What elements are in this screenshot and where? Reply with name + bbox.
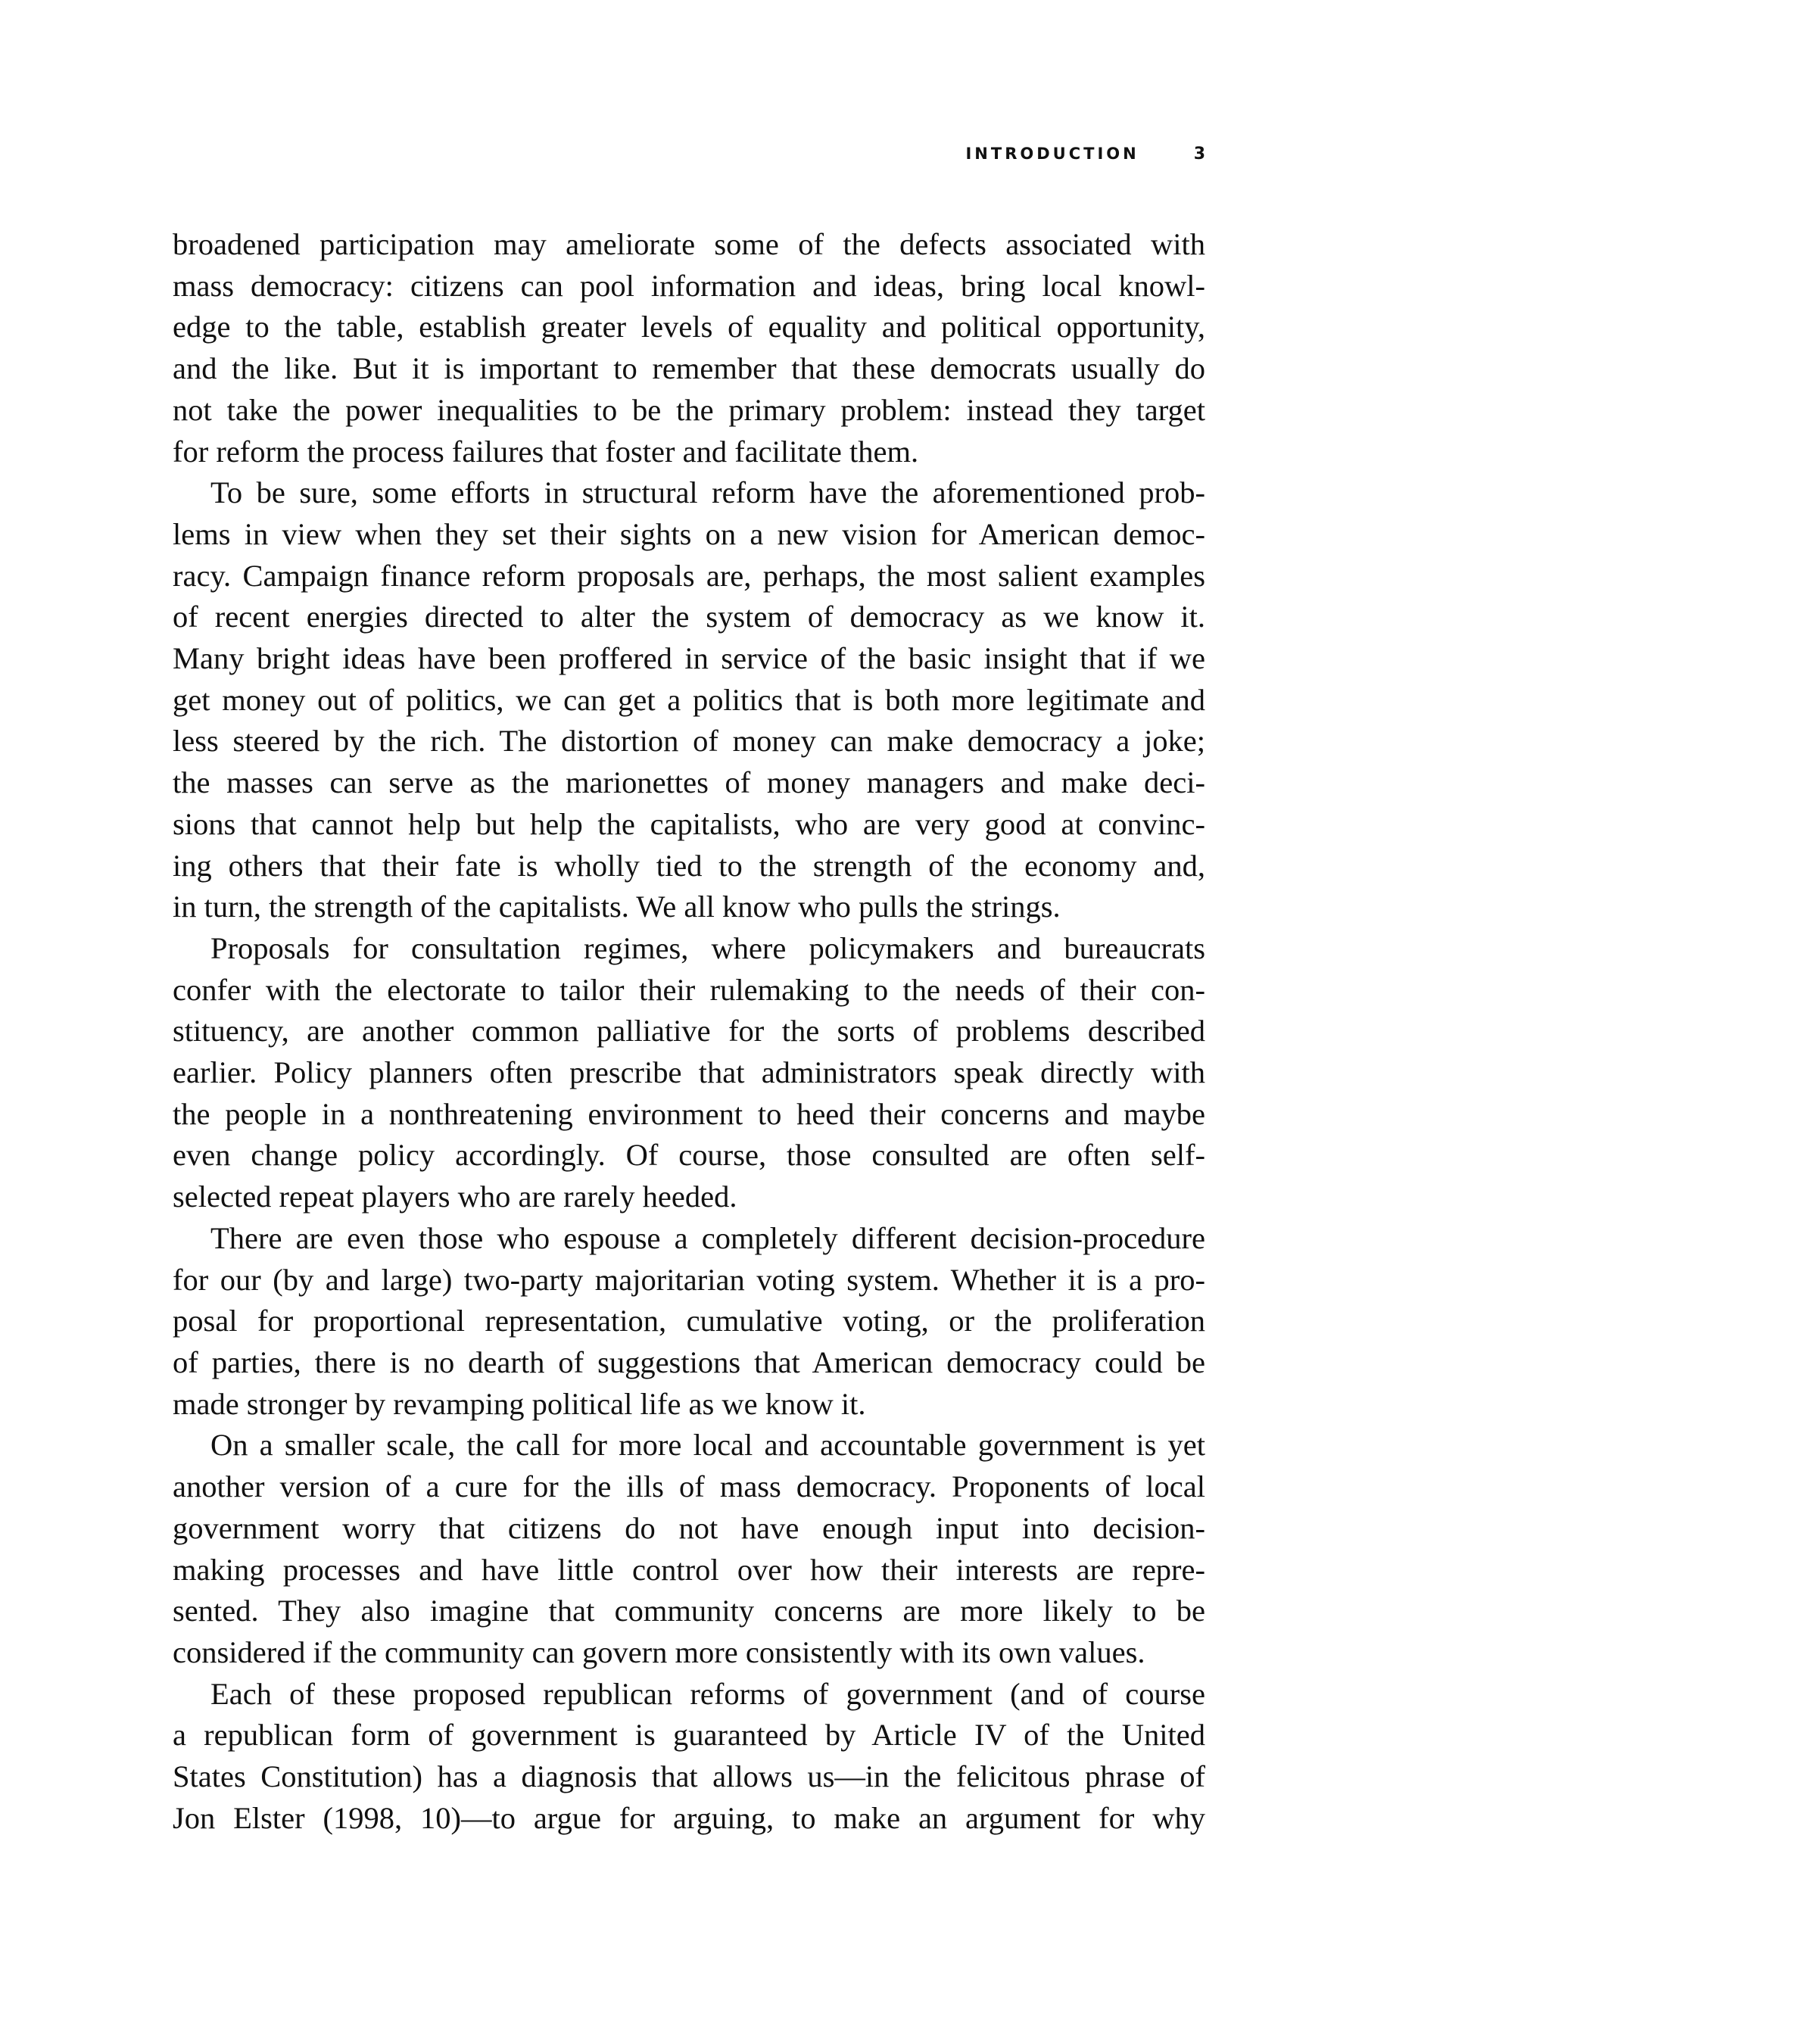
text-line: Many bright ideas have been proffered in service of the basic insight that if we — [173, 641, 1205, 676]
text-line: edge to the table, establish greater levels of equality and political opportunity, — [173, 310, 1205, 344]
text-line: sented. They also imagine that community concerns are more likely to be — [173, 1594, 1205, 1628]
text-line: made stronger by revamping political life as we know it. — [173, 1386, 866, 1421]
text-line: in turn, the strength of the capitalists. We all know who pulls the strings. — [173, 890, 1061, 924]
text-line: Jon Elster (1998, 10)—to argue for arguing, to make an argument for why — [173, 1800, 1205, 1835]
text-line: selected repeat players who are rarely heeded. — [173, 1179, 737, 1214]
text-line: broadened participation may ameliorate some of the defects associated with — [173, 227, 1205, 261]
text-line: posal for proportional representation, cumulative voting, or the proliferation — [173, 1304, 1205, 1338]
text-line: On a smaller scale, the call for more local and accountable government is yet — [210, 1428, 1205, 1463]
text-line: confer with the electorate to tailor their rulemaking to the needs of their con- — [173, 972, 1205, 1007]
text-line: earlier. Policy planners often prescribe that administrators speak directly with — [173, 1055, 1205, 1090]
body-text — [173, 224, 1205, 1839]
text-line: the people in a nonthreatening environment to heed their concerns and maybe — [173, 1096, 1205, 1131]
page-number: 3 — [1193, 144, 1205, 164]
text-line: lems in view when they set their sights on a new vision for American democ- — [173, 516, 1205, 551]
text-line: States Constitution) has a diagnosis that allows us—in the felicitous phrase of — [173, 1759, 1205, 1794]
running-head — [173, 139, 1205, 169]
text-line: Each of these proposed republican reforms of government (and of course — [210, 1676, 1205, 1711]
text-line: ing others that their fate is wholly tied to the strength of the economy and, — [173, 848, 1205, 883]
text-line: less steered by the rich. The distortion of money can make democracy a joke; — [173, 724, 1205, 759]
text-line: another version of a cure for the ills of mass democracy. Proponents of local — [173, 1469, 1205, 1504]
text-line: even change policy accordingly. Of course, those consulted are often self- — [173, 1138, 1205, 1173]
text-line: mass democracy: citizens can pool information and ideas, bring local knowl- — [173, 268, 1205, 303]
text-line: stituency, are another common palliative for the sorts of problems described — [173, 1014, 1205, 1048]
text-line: for our (by and large) two-party majoritarian voting system. Whether it is a pro- — [173, 1262, 1205, 1297]
text-line: sions that cannot help but help the capitalists, who are very good at convinc- — [173, 806, 1205, 841]
text-line: racy. Campaign finance reform proposals are, perhaps, the most salient examples — [173, 558, 1205, 593]
text-line: of parties, there is no dearth of suggestions that American democracy could be — [173, 1344, 1205, 1379]
text-line: not take the power inequalities to be the primary problem: instead they target — [173, 392, 1205, 427]
text-line: and the like. But it is important to remember that these democrats usually do — [173, 351, 1205, 386]
text-line: Proposals for consultation regimes, where policymakers and bureaucrats — [210, 930, 1205, 965]
running-head-title: INTRODUCTION — [965, 145, 1139, 163]
text-line: considered if the community can govern more consistently with its own values. — [173, 1634, 1145, 1669]
text-line: get money out of politics, we can get a politics that is both more legitimate and — [173, 682, 1205, 717]
text-line: for reform the process failures that foster and facilitate them. — [173, 434, 919, 469]
text-line: There are even those who espouse a completely different decision-procedure — [210, 1220, 1205, 1255]
text-line: a republican form of government is guaranteed by Article IV of the United — [173, 1718, 1205, 1753]
text-line: of recent energies directed to alter the system of democracy as we know it. — [173, 600, 1205, 634]
text-line: the masses can serve as the marionettes of money managers and make deci- — [173, 765, 1205, 800]
text-line: making processes and have little control over how their interests are repre- — [173, 1552, 1205, 1587]
text-line: government worry that citizens do not have enough input into decision- — [173, 1510, 1205, 1545]
text-line: To be sure, some efforts in structural reform have the aforementioned prob- — [210, 475, 1205, 510]
